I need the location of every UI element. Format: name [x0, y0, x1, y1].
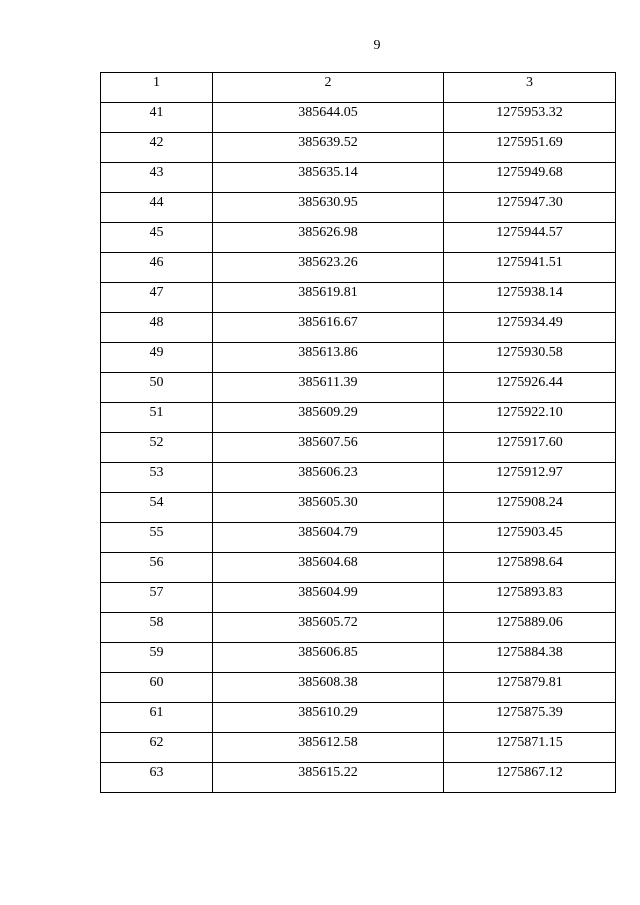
coordinates-table-container [100, 72, 616, 793]
y-coordinate-cell: 1275867.12 [444, 763, 616, 793]
table-body [101, 103, 616, 793]
x-coordinate-cell: 385608.38 [213, 673, 444, 703]
y-coordinate-cell: 1275938.14 [444, 283, 616, 313]
table-row [101, 343, 616, 373]
y-coordinate-cell: 1275941.51 [444, 253, 616, 283]
table-row [101, 523, 616, 553]
table-row [101, 283, 616, 313]
x-coordinate-cell: 385609.29 [213, 403, 444, 433]
column-header-2: 2 [213, 73, 444, 103]
x-coordinate-cell: 385613.86 [213, 343, 444, 373]
x-coordinate-cell: 385639.52 [213, 133, 444, 163]
x-coordinate-cell: 385619.81 [213, 283, 444, 313]
point-number-cell: 44 [101, 193, 213, 223]
x-coordinate-cell: 385644.05 [213, 103, 444, 133]
point-number-cell: 51 [101, 403, 213, 433]
y-coordinate-cell: 1275951.69 [444, 133, 616, 163]
x-coordinate-cell: 385626.98 [213, 223, 444, 253]
x-coordinate-cell: 385605.30 [213, 493, 444, 523]
table-row [101, 553, 616, 583]
y-coordinate-cell: 1275875.39 [444, 703, 616, 733]
x-coordinate-cell: 385605.72 [213, 613, 444, 643]
y-coordinate-cell: 1275884.38 [444, 643, 616, 673]
table-row [101, 583, 616, 613]
page-number: 9 [373, 38, 381, 53]
table-row [101, 703, 616, 733]
x-coordinate-cell: 385623.26 [213, 253, 444, 283]
column-header-3: 3 [444, 73, 616, 103]
y-coordinate-cell: 1275898.64 [444, 553, 616, 583]
y-coordinate-cell: 1275912.97 [444, 463, 616, 493]
point-number-cell: 46 [101, 253, 213, 283]
point-number-cell: 53 [101, 463, 213, 493]
y-coordinate-cell: 1275871.15 [444, 733, 616, 763]
table-row [101, 733, 616, 763]
point-number-cell: 55 [101, 523, 213, 553]
point-number-cell: 54 [101, 493, 213, 523]
x-coordinate-cell: 385635.14 [213, 163, 444, 193]
point-number-cell: 48 [101, 313, 213, 343]
y-coordinate-cell: 1275947.30 [444, 193, 616, 223]
table-row [101, 463, 616, 493]
y-coordinate-cell: 1275917.60 [444, 433, 616, 463]
table-row [101, 313, 616, 343]
y-coordinate-cell: 1275944.57 [444, 223, 616, 253]
table-row [101, 253, 616, 283]
x-coordinate-cell: 385616.67 [213, 313, 444, 343]
table-row [101, 493, 616, 523]
table-row [101, 643, 616, 673]
point-number-cell: 47 [101, 283, 213, 313]
point-number-cell: 41 [101, 103, 213, 133]
table-row [101, 613, 616, 643]
coordinates-table [100, 72, 616, 793]
x-coordinate-cell: 385615.22 [213, 763, 444, 793]
y-coordinate-cell: 1275879.81 [444, 673, 616, 703]
table-row [101, 403, 616, 433]
x-coordinate-cell: 385606.23 [213, 463, 444, 493]
point-number-cell: 62 [101, 733, 213, 763]
y-coordinate-cell: 1275889.06 [444, 613, 616, 643]
point-number-cell: 43 [101, 163, 213, 193]
point-number-cell: 49 [101, 343, 213, 373]
table-row [101, 373, 616, 403]
x-coordinate-cell: 385604.99 [213, 583, 444, 613]
table-header-row [101, 73, 616, 103]
x-coordinate-cell: 385610.29 [213, 703, 444, 733]
x-coordinate-cell: 385630.95 [213, 193, 444, 223]
y-coordinate-cell: 1275908.24 [444, 493, 616, 523]
point-number-cell: 63 [101, 763, 213, 793]
table-row [101, 163, 616, 193]
y-coordinate-cell: 1275953.32 [444, 103, 616, 133]
y-coordinate-cell: 1275903.45 [444, 523, 616, 553]
table-row [101, 103, 616, 133]
y-coordinate-cell: 1275893.83 [444, 583, 616, 613]
y-coordinate-cell: 1275934.49 [444, 313, 616, 343]
point-number-cell: 60 [101, 673, 213, 703]
column-header-1: 1 [101, 73, 213, 103]
table-row [101, 133, 616, 163]
table-row [101, 223, 616, 253]
point-number-cell: 58 [101, 613, 213, 643]
y-coordinate-cell: 1275930.58 [444, 343, 616, 373]
y-coordinate-cell: 1275949.68 [444, 163, 616, 193]
x-coordinate-cell: 385604.79 [213, 523, 444, 553]
x-coordinate-cell: 385606.85 [213, 643, 444, 673]
x-coordinate-cell: 385607.56 [213, 433, 444, 463]
table-row [101, 193, 616, 223]
table-row [101, 433, 616, 463]
point-number-cell: 42 [101, 133, 213, 163]
point-number-cell: 56 [101, 553, 213, 583]
point-number-cell: 45 [101, 223, 213, 253]
point-number-cell: 61 [101, 703, 213, 733]
x-coordinate-cell: 385611.39 [213, 373, 444, 403]
point-number-cell: 57 [101, 583, 213, 613]
point-number-cell: 50 [101, 373, 213, 403]
y-coordinate-cell: 1275922.10 [444, 403, 616, 433]
table-row [101, 763, 616, 793]
x-coordinate-cell: 385612.58 [213, 733, 444, 763]
point-number-cell: 52 [101, 433, 213, 463]
point-number-cell: 59 [101, 643, 213, 673]
x-coordinate-cell: 385604.68 [213, 553, 444, 583]
table-row [101, 673, 616, 703]
y-coordinate-cell: 1275926.44 [444, 373, 616, 403]
